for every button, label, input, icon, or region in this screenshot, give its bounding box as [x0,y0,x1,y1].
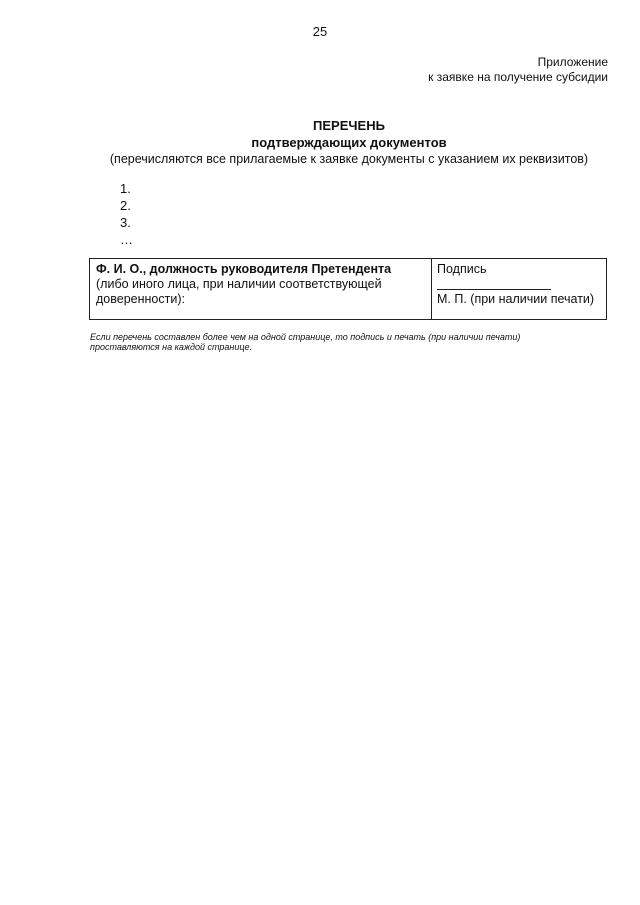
signer-heading: Ф. И. О., должность руководителя Претендента [96,262,392,276]
list-item: 1. [120,181,131,196]
signer-info-cell [90,259,432,319]
title-block [0,117,640,168]
footnote-line-2: проставляются на каждой странице. [90,342,253,352]
document-subtitle: подтверждающих документов [251,135,447,150]
signature-cell [432,259,606,319]
list-item: … [120,232,133,247]
seal-label: М. П. (при наличии печати) [437,292,595,306]
signer-note-line-1: (либо иного лица, при наличии соответствующей [96,277,382,291]
signer-note-line-2: доверенности): [96,292,185,306]
appendix-line-2: к заявке на получение субсидии [428,70,608,84]
page-number: 25 [312,24,328,39]
appendix-note [428,55,608,85]
list-item: 3. [120,215,131,230]
signature-label: Подпись [437,262,487,276]
document-list [120,180,133,248]
signature-table [89,258,607,320]
document-title: ПЕРЕЧЕНЬ [313,118,385,133]
list-item: 2. [120,198,131,213]
signature-line [437,279,551,290]
appendix-line-1: Приложение [537,55,608,69]
document-instruction: (перечисляются все прилагаемые к заявке документы с указанием их реквизитов) [109,152,589,166]
footnote [90,332,570,352]
footnote-line-1: Если перечень составлен более чем на одной странице, то подпись и печать (при наличии печати) [90,332,521,342]
